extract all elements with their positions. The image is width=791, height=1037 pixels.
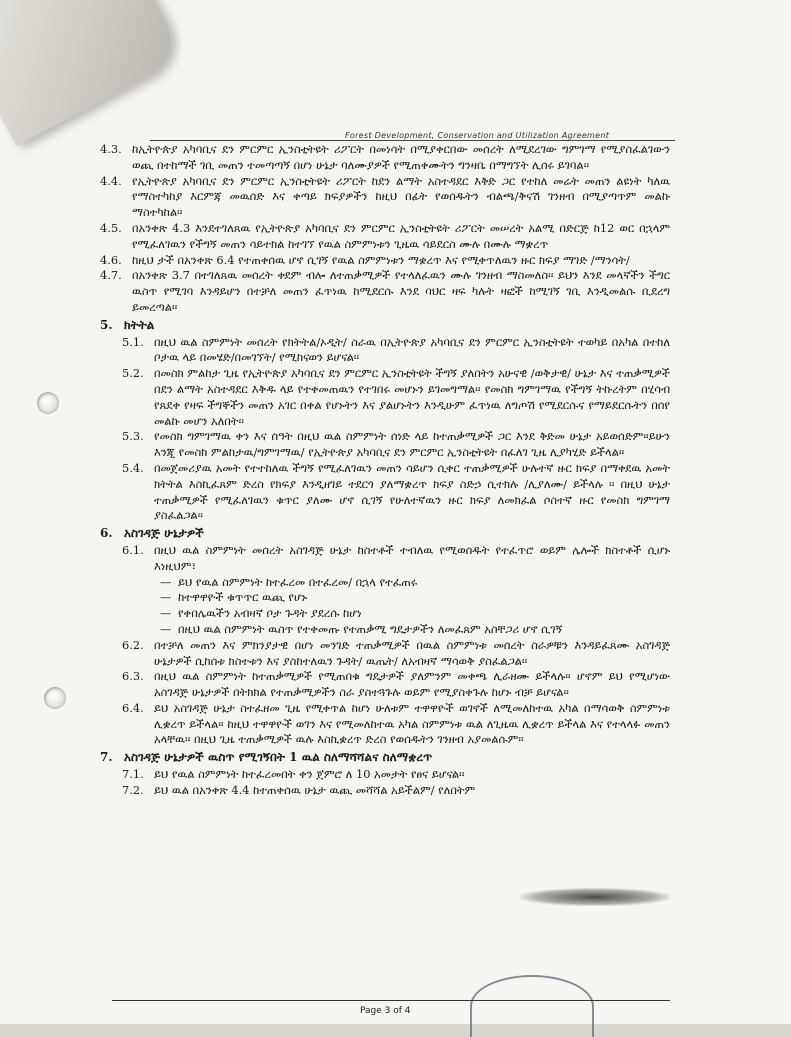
clause-text: ይህ አስገዳጅ ሁኔታ ስተፈዘመ ጊዜ የሚቀጥል ከሆነ ሁለቱም ተዋዋዮች ወገኖች ለሚመለከተዉ አካል በማሳወቅ ስምምነቱ ሊቋረጥ ይችላል፡፡ ከዚህ ተዋዋዮች ወገን እና የሚመለከተዉ አካል ስምምነቱ ዉል ለጊዜዉ ሊቋረጥ ይችላል እና የተላላፉ መጠን አላቸዉ፡፡ በዚህ ጊዜ ተጠቃሚዎች ዉሉ እስኪቋረጥ ድረስ የወሰዱትን ገንዘብ አያመልሱም፡፡ [154, 700, 670, 747]
clause-item [100, 142, 670, 174]
punch-hole-bottom [44, 687, 66, 709]
clause-number: 5.3. [122, 429, 144, 444]
dash-list-item [160, 590, 670, 606]
clause-number: 6.1. [122, 542, 144, 557]
clause-text: ከዚህ ታች በአንቀጽ 6.4 የተጠቀሰዉ ሆኖ ሲገኝ የዉል ስምምነቱን ማቋረጥ እና የሚቀጥለዉን ዙር ክፍያ ማገድ /ማንሳት/ [132, 252, 630, 267]
clause-number: 6.2. [122, 637, 144, 652]
dash-mark: — [160, 574, 172, 589]
clause-text: በአንቀጽ 3.7 በተገለጸዉ መሰረት ቀደም ብሎ ለተጠቃሚዎች የተላለፈዉን ሙሉ ገንዘብ ማስመለስ፡፡ ይህን እንደ መላኛችን ችግር ዉስጥ የሚገባ እንዳይሆን በተቻለ መጠን ፈጥነዉ ከሚደርሱ እንደ ባህር ዛፍ ካሉት ዛፎች ከሚገኝ ገቢ እንዲመልሱ ቢደረግ ይመረጣል፡፡ [132, 268, 670, 314]
clause-item [122, 335, 670, 367]
clause-item [122, 366, 670, 429]
official-stamp [470, 975, 594, 1037]
clause-text: የኢትዮጵያ አካባቢና ደን ምርምር ኢንስቲትዩት ሪፖርት ከደን ልማት አስተዳደር እቅድ ጋር የተከለ መሬት መጠን ልዩነት ካለዉ የማስተካከያ እርምጃ መዉሰድ እና ቀጣይ ክፍያዎችን ከዚህ በፊት የወሰዱትን ብልጫ/ቅናሽ ገንዘብ በሚያጣጥም መልኩ ማስተካከል፡፡ [132, 173, 670, 220]
clause-text: በመጀመሪያዉ አመት የተተከለዉ ችግኝ የሚፈለገዉን መጠን ሳይሆን ሲቀር ተጠቃሚዎች ሁሉተኛ ዙር ክፍያ በማቀደዉ አመት ክትትል እስኪፈጸም ድረስ የክፍያ እንዲዘገይ ተደርጎ ያለማቋረጥ ክፍያ ስድኃ ሲተክሉ /ሊያለሙ/ ይችላሉ ፡፡ በዚህ ሁኔታ ተጠቃሚዎች የሚፈለገዉን ቁጥር ያለሙ ሆኖ ሲገኝ የሁለተኛዉን ዙር ክፍያ ለመክፈል ሶስተኛ ዙር የመስክ ግምገማ ያስፈልጋል፡፡ [154, 460, 670, 523]
page-header-text: Forest Development, Conservation and Utilization Agreement [345, 131, 610, 140]
clause-item [122, 701, 670, 748]
clause-item [122, 543, 670, 575]
clause-item [100, 174, 670, 221]
clause-item [122, 767, 670, 783]
dash-text: የቀበሌዉችን አብዛኛ ቦታ ጉዳት ያደረሱ ከሆነ [178, 606, 362, 621]
clause-text: በዚህ ዉል ስምምነት ከተጠቃሚዎች የሚጠበቁ ግዴታዎች ያለምንም መቀጫ ሊራዘሙ ይችላሉ፡፡ ሆኖም ይህ የሚሆነው አስገዳጅ ሁኔታዎች በትክክል የተጠቃሚዎችን ስራ ያስተጓጉሉ ወይም የሚያስቀጉሉ ከሆኑ ብቻ ይሆናል፡፡ [154, 669, 670, 700]
dash-list-item [160, 622, 670, 638]
clause-text: ይህ የዉል ስምምነት ከተፈረመበት ቀን ጀምሮ ለ 10 አመታት የፀና ይሆናል፡፡ [154, 767, 465, 782]
clause-text: ይህ ዉል በአንቀጽ 4.4 ከተጠቀሰዉ ሁኔታ ዉጪ መሻሻል አይችልም/ የለበትም [154, 782, 476, 797]
clause-item [122, 669, 670, 701]
dash-text: ይህ የዉል ስምምነት ከተፈረመ በተፈረመ/ በኋላ የተፈጠሩ [178, 574, 418, 589]
section-number: 5. [100, 317, 113, 332]
clause-number: 5.2. [122, 366, 144, 381]
clause-number: 6.4. [122, 700, 144, 715]
clause-number: 5.4. [122, 460, 144, 475]
section-heading [100, 526, 670, 542]
section-title: አስገዳጅ ሁኔታዎች ዉስጥ የሚገኝበት 1 ዉል ስለማሻሻልና ስለማቋረጥ [124, 750, 433, 765]
clause-number: 7.1. [122, 767, 144, 782]
footer-rule [112, 1000, 670, 1001]
ink-smudge [520, 888, 670, 906]
clause-number: 4.6. [100, 252, 122, 267]
clause-number: 4.4. [100, 173, 122, 188]
page-number: Page 3 of 4 [360, 1006, 411, 1016]
dash-mark: — [160, 621, 172, 636]
clause-number: 6.3. [122, 669, 144, 684]
clause-item [122, 429, 670, 461]
section-title: አስገዳጅ ሁኔታዎች [124, 526, 204, 541]
dash-mark: — [160, 606, 172, 621]
section-number: 6. [100, 526, 113, 541]
clause-number: 4.5. [100, 220, 122, 235]
clause-text: በዚህ ዉል ስምምነት መሰረት የክትትል/ኦዲት/ ስራዉ በኢትዮጵያ አካባቢና ደን ምርምር ኢንስቲትዩት ተወካይ በአካል በተከለ ቦታዉ ላይ በመሄድ/በመገኘት/ የሚከናወን ይሆናል፡፡ [154, 334, 670, 365]
clause-text: በተቻለ መጠን እና ምክንያታዊ በሆነ መንገድ ተጠቃሚዎች በዉል ስምምነቱ መሰረት ስራዎቹን እንዳይፈጸሙ አስገዳጅ ሁኔታዎች ሲከሰቱ ክስተቱን እና ያስከተለዉን ጉዳት/ ዉጤት/ ለአብዛኛ ማሳወቅ ያስፈልጋል፡፡ [154, 637, 670, 668]
punch-hole-top [37, 392, 59, 414]
document-body [100, 142, 670, 799]
dash-text: በዚህ ዉል ስምምነት ዉስጥ የተቀመጡ የተጠቃሚ ግዴታዎችን ለመፈጸም አስቸጋሪ ሆኖ ሲገኝ [178, 621, 563, 636]
clause-text: የመስክ ግምገማዉ ቀን እና ሰዓት በዚህ ዉል ስምምነት ሰነድ ላይ ከተጠቃሚዎች ጋር እንደ ቅድመ ሁኔታ አይወሰድም፡፡ይሁን እንጂ የመስክ ምልከታዉ/ግምገማዉ/ የኢትዮጵያ አካባቢና ደን ምርምር ኢንስቲትዩት በፈለገ ጊዜ ሊያካሂድ ይችላል፡፡ [154, 429, 670, 460]
clause-text: በመስክ ምልከታ ጊዜ የኢትዮጵያ አካባቢና ደን ምርምር ኢንስቲትዩት ችግኝ ያለበትን አሁናዊ /ወቅታዊ/ ሁኔታ እና ተጠቃሚዎች በደን ልማት አስተዳደር እቅዱ ላይ የተቀመጠዉን የተገበሩ መሆኑን ይገመግማል፡፡ የመስክ ግምገማዉ የችግኝ ትኩረትም በሂሳብ የጸደቀ የዛፍ ችግኞችን መጠን አገር በቀል የሆኑትን እና ያልሆኑትን እንዲሁም ፈጥነዉ ለግጦሽ የሚደርሱና የማይደርሱትን በሰየ መልኩ መሆን አለበት፡፡ [154, 366, 670, 428]
clause-item [122, 783, 670, 799]
clause-number: 5.1. [122, 334, 144, 349]
dash-text: ከተዋዋዮች ቁጥጥር ዉጪ የሆኑ [178, 590, 308, 605]
section-heading [100, 750, 670, 766]
clause-item [122, 638, 670, 670]
clause-number: 7.2. [122, 782, 144, 797]
clause-item [122, 461, 670, 524]
clause-number: 4.3. [100, 142, 122, 156]
clause-item [100, 253, 670, 269]
header-rule [150, 140, 675, 141]
section-title: ክትትል [124, 317, 155, 332]
clause-number: 4.7. [100, 268, 122, 283]
clause-text: በአንቀጽ 4.3 እንደተገለጸዉ የኢትዮጵያ አካባቢና ደን ምርምር ኢንስቲትዩት ሪፖርት መሠረት አልሚ በድርጅ ከ12 ወር በኋላም የሚፈለገዉን የችግኝ መጠን ሳይተክል ከተገኘ የዉል ስምምነቱን ጊዜዉ ሳይደርስ ሙሉ በሙሉ ማቋረጥ [132, 220, 670, 251]
clause-item [100, 221, 670, 253]
clause-text: ከኢትዮጵያ አካባቢና ደን ምርምር ኢንስቲትዩት ሪፖርት በመነሳት በሚያቀርበው መሰረት ለሚደረገው ግምገማ የሚያስፈልገውን ወጪ በተከማች ገቢ መጠን ተመጣጣኝ በሆነ ሁኔታ ባለሙያዎች የሚጠቀሙትን ግንዛቤ በማግኘት ሊሰሩ ይገባል፡፡ [132, 142, 670, 172]
clause-text: በዚህ ዉል ስምምነት መሰረት አስገዳጅ ሁኔታ ከስተቶች ተብለዉ የሚወሰዱት የተፈጥሮ ወይም ሌሎች ክስተቶች ሲሆኑ እነዚህም፣ [154, 542, 670, 573]
dash-list-item [160, 606, 670, 622]
clause-item [100, 268, 670, 315]
section-heading [100, 318, 670, 334]
dash-list-item [160, 575, 670, 591]
section-number: 7. [100, 750, 113, 765]
page-curl [0, 0, 184, 146]
dash-mark: — [160, 590, 172, 605]
